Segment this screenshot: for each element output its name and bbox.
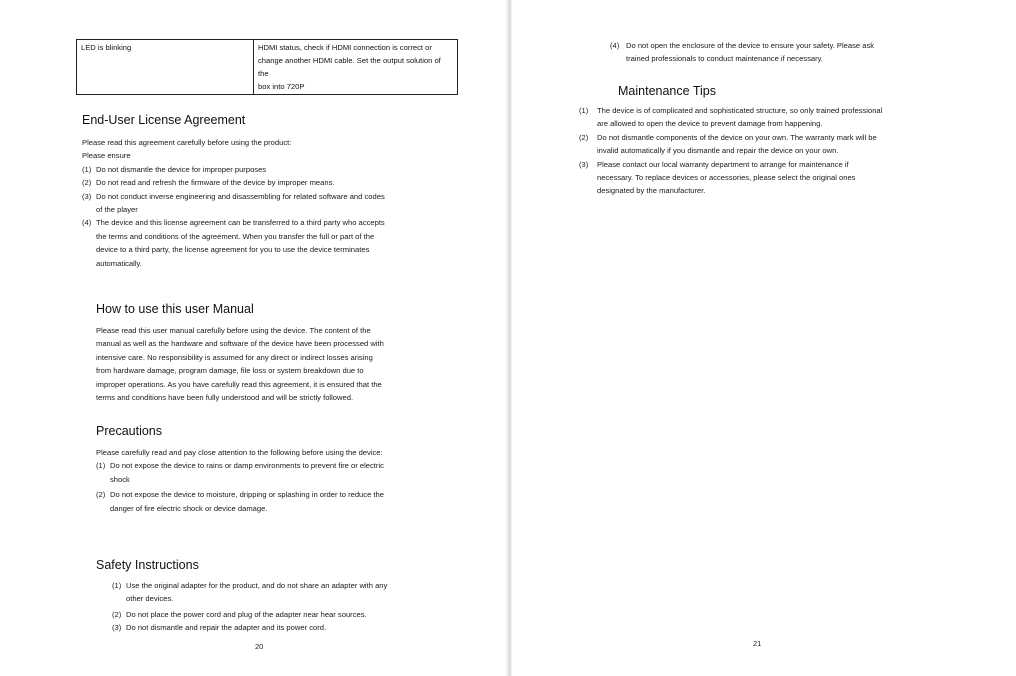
list-number: (4) <box>82 218 92 228</box>
table-cell-symptom: LED is blinking <box>77 40 254 95</box>
list-text: device to a third party, the license agreement for you to use the device terminates <box>96 245 370 255</box>
list-text: designated by the manufacturer. <box>597 186 706 196</box>
precautions-section <box>96 446 456 515</box>
list-text: Do not read and refresh the firmware of the device by improper means. <box>96 178 335 188</box>
list-text: trained professionals to conduct maintenance if necessary. <box>626 54 823 64</box>
precautions-intro: Please carefully read and pay close attention to the following before using the device: <box>96 448 383 457</box>
list-text: other devices. <box>126 594 174 604</box>
page-number: 20 <box>255 642 264 651</box>
table-cell-line: change another HDMI cable. Set the output solution of the <box>258 56 441 78</box>
paragraph-line: terms and conditions have been fully understood and will be strictly followed. <box>96 393 354 403</box>
troubleshooting-table <box>76 39 458 95</box>
list-text: danger of fire electric shock or device damage. <box>110 503 268 513</box>
paragraph-line: intensive care. No responsibility is assumed for any direct or indirect losses arising <box>96 352 373 362</box>
list-number: (1) <box>112 581 122 590</box>
list-item <box>82 190 462 217</box>
list-text: Do not open the enclosure of the device to ensure your safety. Please ask <box>626 41 875 50</box>
eula-section <box>82 136 462 270</box>
list-number: (3) <box>112 623 122 633</box>
list-number: (2) <box>579 132 589 142</box>
list-text: Do not dismantle the device for improper purposes <box>96 164 267 174</box>
manual-heading: How to use this user Manual <box>96 302 254 316</box>
eula-ensure: Please ensure <box>82 151 131 161</box>
list-text: Do not place the power cord and plug of the adapter near hear sources. <box>126 609 367 619</box>
list-text: Do not expose the device to moisture, dripping or splashing in order to reduce the <box>110 490 384 500</box>
paragraph-line: improper operations. As you have carefully read this agreement, it is ensured that the <box>96 379 382 389</box>
safety-section <box>112 579 452 635</box>
manual-section <box>96 324 446 404</box>
list-number: (2) <box>82 178 92 188</box>
table-cell-line: HDMI status, check if HDMI connection is correct or <box>258 43 432 52</box>
list-item <box>579 158 999 198</box>
list-text: Please contact our local warranty department to arrange for maintenance if <box>597 159 849 169</box>
list-text: Do not conduct inverse engineering and disassembling for related software and codes <box>96 191 385 201</box>
paragraph-line: from hardware damage, program damage, file loss or system breakdown due to <box>96 366 364 376</box>
list-number: (2) <box>96 490 106 500</box>
list-text: shock <box>110 474 130 484</box>
list-number: (3) <box>82 191 92 201</box>
list-number: (1) <box>96 461 106 471</box>
safety-heading: Safety Instructions <box>96 558 199 572</box>
list-number: (4) <box>610 41 620 50</box>
list-item <box>82 216 462 270</box>
list-item <box>112 621 452 634</box>
safety-continued <box>610 39 980 66</box>
list-text: the terms and conditions of the agreement. When you transfer the full or part of the <box>96 231 375 241</box>
list-item <box>96 488 456 515</box>
list-number: (3) <box>579 159 589 169</box>
list-number: (1) <box>82 164 92 174</box>
maintenance-section <box>579 104 999 198</box>
list-text: Use the original adapter for the product, and do not share an adapter with any <box>126 581 388 590</box>
list-text: The device is of complicated and sophisticated structure, so only trained professional <box>597 106 883 115</box>
list-text: are allowed to open the device to prevent damage from happening. <box>597 119 823 129</box>
list-text: Do not expose the device to rains or damp environments to prevent fire or electric <box>110 461 384 471</box>
list-text: of the player <box>96 205 138 215</box>
list-text: automatically. <box>96 258 142 268</box>
list-text: Do not dismantle components of the device on your own. The warranty mark will be <box>597 132 877 142</box>
page-number: 21 <box>753 639 762 648</box>
right-page <box>512 0 1016 676</box>
list-item <box>579 131 999 158</box>
maintenance-heading: Maintenance Tips <box>618 84 716 98</box>
list-item <box>96 459 456 486</box>
table-cell-solution <box>254 40 458 95</box>
list-item <box>112 608 452 621</box>
list-item <box>112 579 452 606</box>
list-text: invalid automatically if you dismantle and repair the device on your own. <box>597 146 839 156</box>
table-row <box>77 40 458 95</box>
list-number: (1) <box>579 106 589 115</box>
list-text: necessary. To replace devices or accessories, please select the original ones <box>597 173 856 183</box>
list-item <box>82 176 462 189</box>
eula-heading: End-User License Agreement <box>82 113 246 127</box>
paragraph-line: manual as well as the hardware and software of the device have been processed with <box>96 339 384 349</box>
list-item <box>610 39 980 66</box>
list-item <box>579 104 999 131</box>
paragraph-line: Please read this user manual carefully before using the device. The content of the <box>96 326 371 335</box>
list-text: Do not dismantle and repair the adapter and its power cord. <box>126 623 327 633</box>
list-number: (2) <box>112 609 122 619</box>
list-text: The device and this license agreement can be transferred to a third party who accepts <box>96 218 385 228</box>
eula-intro: Please read this agreement carefully before using the product: <box>82 138 292 147</box>
precautions-heading: Precautions <box>96 424 163 438</box>
list-item <box>82 163 462 176</box>
table-cell-line: box into 720P <box>258 82 305 91</box>
